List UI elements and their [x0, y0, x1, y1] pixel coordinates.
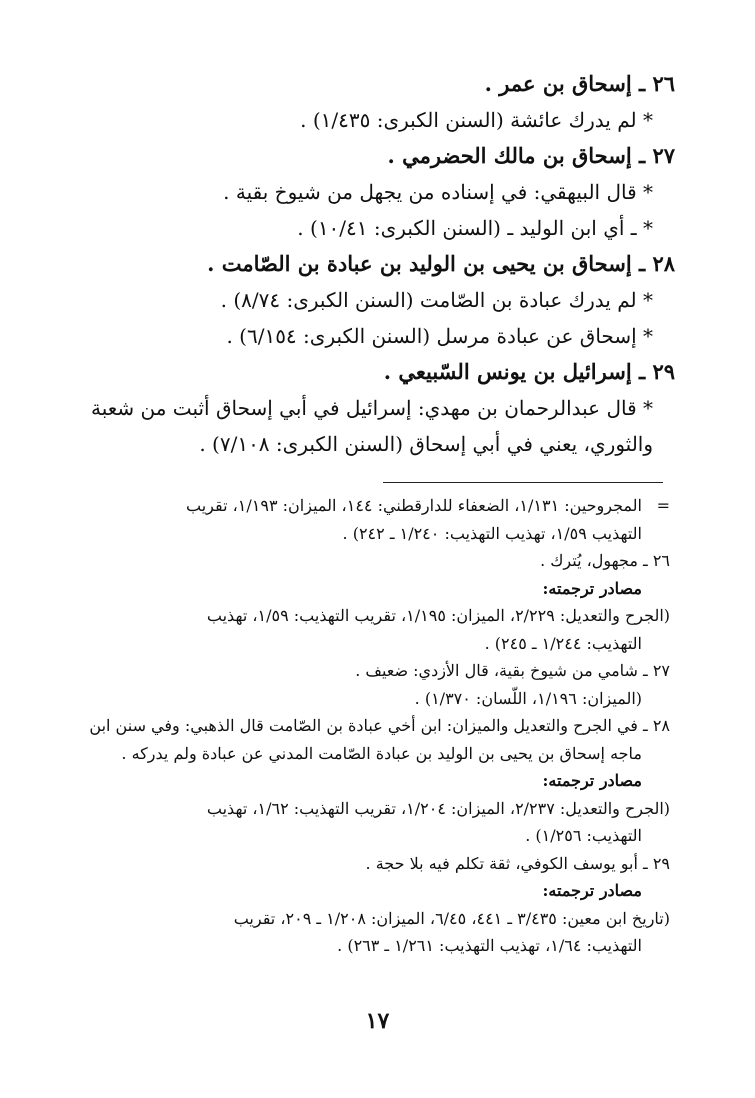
footnote-line: ٢٨ ـ في الجرح والتعديل والميزان: ابن أخي عبادة بن الصّامت قال الذهبي: وفي سنن ابن — [89, 716, 670, 735]
entry-note: * قال عبدالرحمان بن مهدي: إسرائيل في أبي إسحاق أثبت من شعبة — [90, 396, 653, 420]
footnote-line: ٢٦ ـ مجهول، يُترك . — [540, 551, 670, 570]
entry-title-27: ٢٧ ـ إسحاق بن مالك الحضرمي . — [387, 143, 675, 168]
page-number: ١٧ — [365, 1008, 390, 1034]
main-text — [90, 66, 675, 462]
footnote-line: (تاريخ ابن معين: ٣/٤٣٥ ـ ٤٤١، ٦/٤٥، الميزان: ١/٢٠٨ ـ ٢٠٩، تقريب — [233, 908, 670, 928]
footnote-line: ٢٩ ـ أبو يوسف الكوفي، ثقة تكلم فيه بلا حجة . — [365, 853, 670, 873]
entry-note-continuation: والثوري، يعني في أبي إسحاق (السنن الكبرى: ٧/١٠٨) . — [199, 432, 653, 456]
entry-note: * قال البيهقي: في إسناده من يجهل من شيوخ بقية . — [223, 180, 653, 204]
footnote-separator — [383, 482, 663, 483]
entry-note: * لم يدرك عبادة بن الصّامت (السنن الكبرى: ٨/٧٤) . — [220, 288, 653, 312]
footnote-line: التهذيب ١/٥٩، تهذيب التهذيب: ١/٢٤٠ ـ ٢٤٢) . — [342, 523, 642, 543]
entry-note: * لم يدرك عائشة (السنن الكبرى: ١/٤٣٥) . — [300, 108, 653, 132]
entry-note: * إسحاق عن عبادة مرسل (السنن الكبرى: ٦/١٥٤) . — [226, 324, 653, 348]
footnote-sources-heading: مصادر ترجمته: — [542, 771, 642, 790]
footnote-line: التهذيب: ١/٦٤، تهذيب التهذيب: ١/٢٦١ ـ ٢٦٣) . — [337, 936, 642, 955]
footnote-sources-heading: مصادر ترجمته: — [542, 881, 642, 900]
entry-note: * ـ أي ابن الوليد ـ (السنن الكبرى: ١٠/٤١) . — [297, 216, 653, 240]
footnote-line: (الجرح والتعديل: ٢/٢٢٩، الميزان: ١/١٩٥، تقريب التهذيب: ١/٥٩، تهذيب — [206, 606, 670, 625]
footnote-line: التهذيب: ١/٢٤٤ ـ ٢٤٥) . — [484, 633, 642, 653]
footnote-text: المجروحين: ١/١٣١، الضعفاء للدارقطني: ١٤٤، الميزان: ١/١٩٣، تقريب — [186, 496, 642, 515]
entry-title-28: ٢٨ ـ إسحاق بن يحيى بن الوليد بن عبادة بن الصّامت . — [207, 251, 675, 276]
continuation-mark: = — [656, 496, 670, 515]
footnote-line: ٢٧ ـ شامي من شيوخ بقية، قال الأزدي: ضعيف . — [355, 661, 670, 680]
footnote-line: ماجه إسحاق بن يحيى بن الوليد بن عبادة الصّامت المدني عن عبادة ولم يدركه . — [121, 743, 642, 763]
entry-title-26: ٢٦ ـ إسحاق بن عمر . — [484, 71, 675, 96]
footnote-line — [110, 492, 670, 520]
footnote-sources-heading: مصادر ترجمته: — [542, 578, 642, 598]
footnote-line: (الميزان: ١/١٩٦، اللّسان: ١/٣٧٠) . — [414, 688, 642, 708]
entry-title-29: ٢٩ ـ إسرائيل بن يونس السّبيعي . — [383, 359, 675, 384]
footnote-line: التهذيب: ١/٢٥٦) . — [525, 826, 642, 845]
footnote-line: (الجرح والتعديل: ٢/٢٣٧، الميزان: ١/٢٠٤، تقريب التهذيب: ١/٦٢، تهذيب — [206, 798, 670, 818]
footnotes — [89, 492, 670, 960]
